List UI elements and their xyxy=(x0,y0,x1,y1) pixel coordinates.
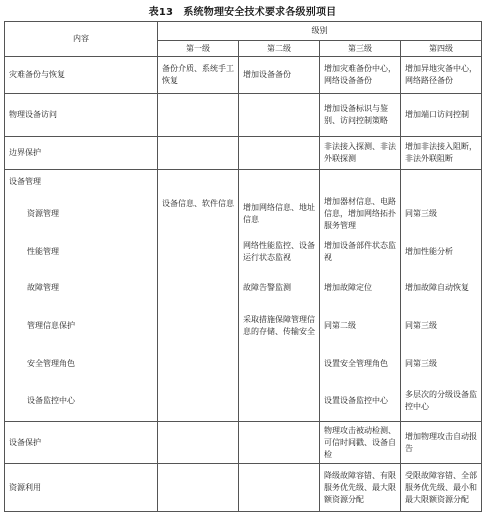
table-row xyxy=(5,234,482,270)
row-label: 资源管理 xyxy=(5,194,158,234)
row-label: 物理设备访问 xyxy=(5,94,158,137)
header-level-1: 第一级 xyxy=(158,41,239,57)
cell-level-1-device-mgmt: 设备信息、软件信息 xyxy=(158,170,239,422)
cell-level-3: 降级故障容错、有限服务优先级、最大限额资源分配 xyxy=(320,464,401,512)
cell-level-3: 增加设备部件状态监视 xyxy=(320,234,401,270)
cell-level-4: 增加异地灾备中心，网络路径备份 xyxy=(401,57,482,94)
cell-level-2: 故障告警监测 xyxy=(239,270,320,306)
cell-level-2 xyxy=(239,464,320,512)
cell-level-2 xyxy=(239,137,320,170)
row-label-group: 设备管理 xyxy=(5,170,158,194)
table-title: 表13 系统物理安全技术要求各级别项目 xyxy=(148,7,337,18)
cell-level-1 xyxy=(158,94,239,137)
cell-level-3: 非法接入探测、非法外联探测 xyxy=(320,137,401,170)
cell-level-4: 增加非法接入阻断，非法外联阻断 xyxy=(401,137,482,170)
row-label: 安全管理角色 xyxy=(5,346,158,382)
cell-level-1 xyxy=(158,422,239,464)
table-row xyxy=(5,346,482,382)
cell-level-4: 受限故障容错、全部服务优先级、最小和最大限额资源分配 xyxy=(401,464,482,512)
row-label: 设备保护 xyxy=(5,422,158,464)
header-level-4: 第四级 xyxy=(401,41,482,57)
cell-level-3: 设置安全管理角色 xyxy=(320,346,401,382)
cell-level-2 xyxy=(239,346,320,382)
header-level-2: 第二级 xyxy=(239,41,320,57)
table-row xyxy=(5,57,482,94)
row-label: 边界保护 xyxy=(5,137,158,170)
table-row xyxy=(5,270,482,306)
cell-level-4: 增加物理攻击自动报告 xyxy=(401,422,482,464)
row-label: 设备监控中心 xyxy=(5,382,158,422)
table-row xyxy=(5,306,482,346)
cell-level-3: 设置设备监控中心 xyxy=(320,382,401,422)
cell-level-2: 增加网络信息、地址信息 xyxy=(239,194,320,234)
cell-level-4: 增加端口访问控制 xyxy=(401,94,482,137)
table-row xyxy=(5,422,482,464)
cell-level-3: 增加故障定位 xyxy=(320,270,401,306)
cell-level-3: 物理攻击被动检测、可信时间戳、设备自检 xyxy=(320,422,401,464)
header-level-group: 级别 xyxy=(158,22,482,41)
cell-level-4: 同第三级 xyxy=(401,346,482,382)
cell-level-4: 多层次的分级设备监控中心 xyxy=(401,382,482,422)
cell-level-4: 同第三级 xyxy=(401,306,482,346)
cell-level-1 xyxy=(158,464,239,512)
cell-level-3: 增加设备标识与鉴别、访问控制策略 xyxy=(320,94,401,137)
cell-level-3: 增加器材信息、电路信息，增加网络拓扑服务管理 xyxy=(320,194,401,234)
header-level-3: 第三级 xyxy=(320,41,401,57)
table-row xyxy=(5,464,482,512)
cell-level-2: 网络性能监控、设备运行状态监视 xyxy=(239,234,320,270)
cell-level-4: 同第三级 xyxy=(401,194,482,234)
row-label: 管理信息保护 xyxy=(5,306,158,346)
cell-level-4: 增加性能分析 xyxy=(401,234,482,270)
cell-level-2 xyxy=(239,382,320,422)
row-label: 资源利用 xyxy=(5,464,158,512)
table-row xyxy=(5,382,482,422)
cell-level-4: 增加故障自动恢复 xyxy=(401,270,482,306)
cell-level-2: 采取措施保障管理信息的存储、传输安全 xyxy=(239,306,320,346)
cell-level-3: 同第二级 xyxy=(320,306,401,346)
table-row xyxy=(5,137,482,170)
row-label: 性能管理 xyxy=(5,234,158,270)
header-content: 内容 xyxy=(5,22,158,57)
cell-level-2: 增加设备备份 xyxy=(239,57,320,94)
cell-level-2 xyxy=(239,94,320,137)
row-label: 灾难备份与恢复 xyxy=(5,57,158,94)
table-row xyxy=(5,194,482,234)
cell-level-1 xyxy=(158,137,239,170)
table-row xyxy=(5,94,482,137)
cell-level-3: 增加灾难备份中心，网络设备备份 xyxy=(320,57,401,94)
requirements-table xyxy=(4,21,481,509)
table-row xyxy=(5,170,482,194)
cell-level-1: 备份介质、系统手工恢复 xyxy=(158,57,239,94)
cell-level-2 xyxy=(239,422,320,464)
row-label: 故障管理 xyxy=(5,270,158,306)
